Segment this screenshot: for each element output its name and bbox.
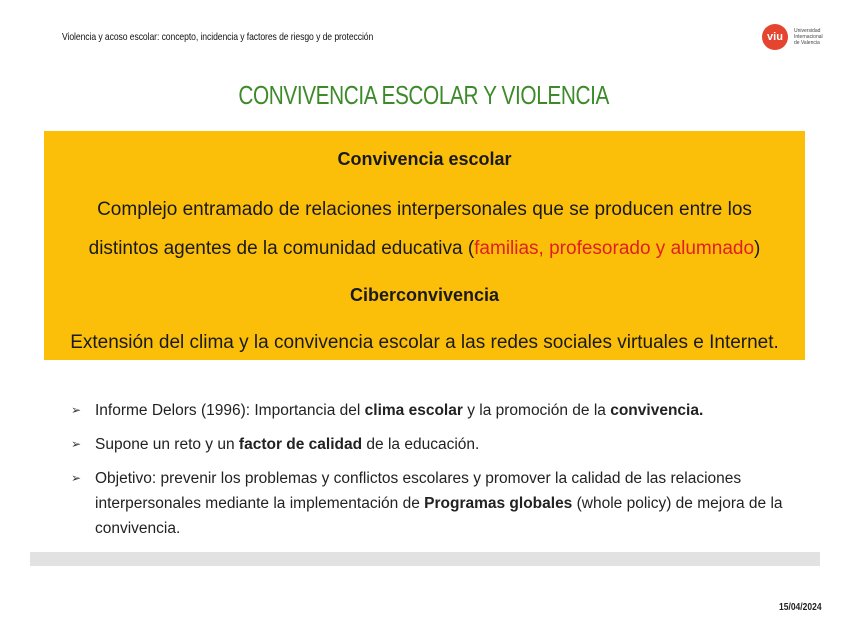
heading-ciberconvivencia: Ciberconvivencia xyxy=(349,285,500,305)
footer-bar xyxy=(30,552,820,566)
bullet-item: ➢ Objetivo: prevenir los problemas y conflictos escolares y promover la calidad de las relaciones interpersonales mediante la implementación de Programas globales (whole policy) de mejora de la convivencia. xyxy=(71,466,811,541)
arrow-bullet-icon: ➢ xyxy=(71,403,82,417)
slide-date: 15/04/2024 xyxy=(779,602,822,613)
arrow-bullet-icon: ➢ xyxy=(71,471,82,485)
bullet-list xyxy=(71,398,811,550)
definition-ciberconvivencia: Extensión del clima y la convivencia escolar a las redes sociales virtuales e Internet. xyxy=(70,332,779,353)
slide-title: CONVIVENCIA ESCOLAR Y VIOLENCIA xyxy=(238,80,610,110)
bullet-item: ➢ Informe Delors (1996): Importancia del clima escolar y la promoción de la convivencia. xyxy=(71,398,811,423)
definition-convivencia-line2: distintos agentes de la comunidad educativa (familias, profesorado y alumnado) xyxy=(88,238,761,259)
viu-logo-icon: viu xyxy=(762,24,788,50)
definition-box xyxy=(44,131,805,360)
logo-text: Universidad Internacional de Valencia xyxy=(794,28,823,46)
viu-logo xyxy=(762,22,832,50)
definition-convivencia-line1: Complejo entramado de relaciones interpersonales que se producen entre los xyxy=(97,199,752,220)
heading-convivencia: Convivencia escolar xyxy=(337,149,512,169)
highlight-agents: familias, profesorado y alumnado xyxy=(474,238,755,259)
presentation-subtitle: Violencia y acoso escolar: concepto, incidencia y factores de riesgo y de protección xyxy=(62,31,374,43)
bullet-item: ➢ Supone un reto y un factor de calidad de la educación. xyxy=(71,432,811,457)
arrow-bullet-icon: ➢ xyxy=(71,437,82,451)
